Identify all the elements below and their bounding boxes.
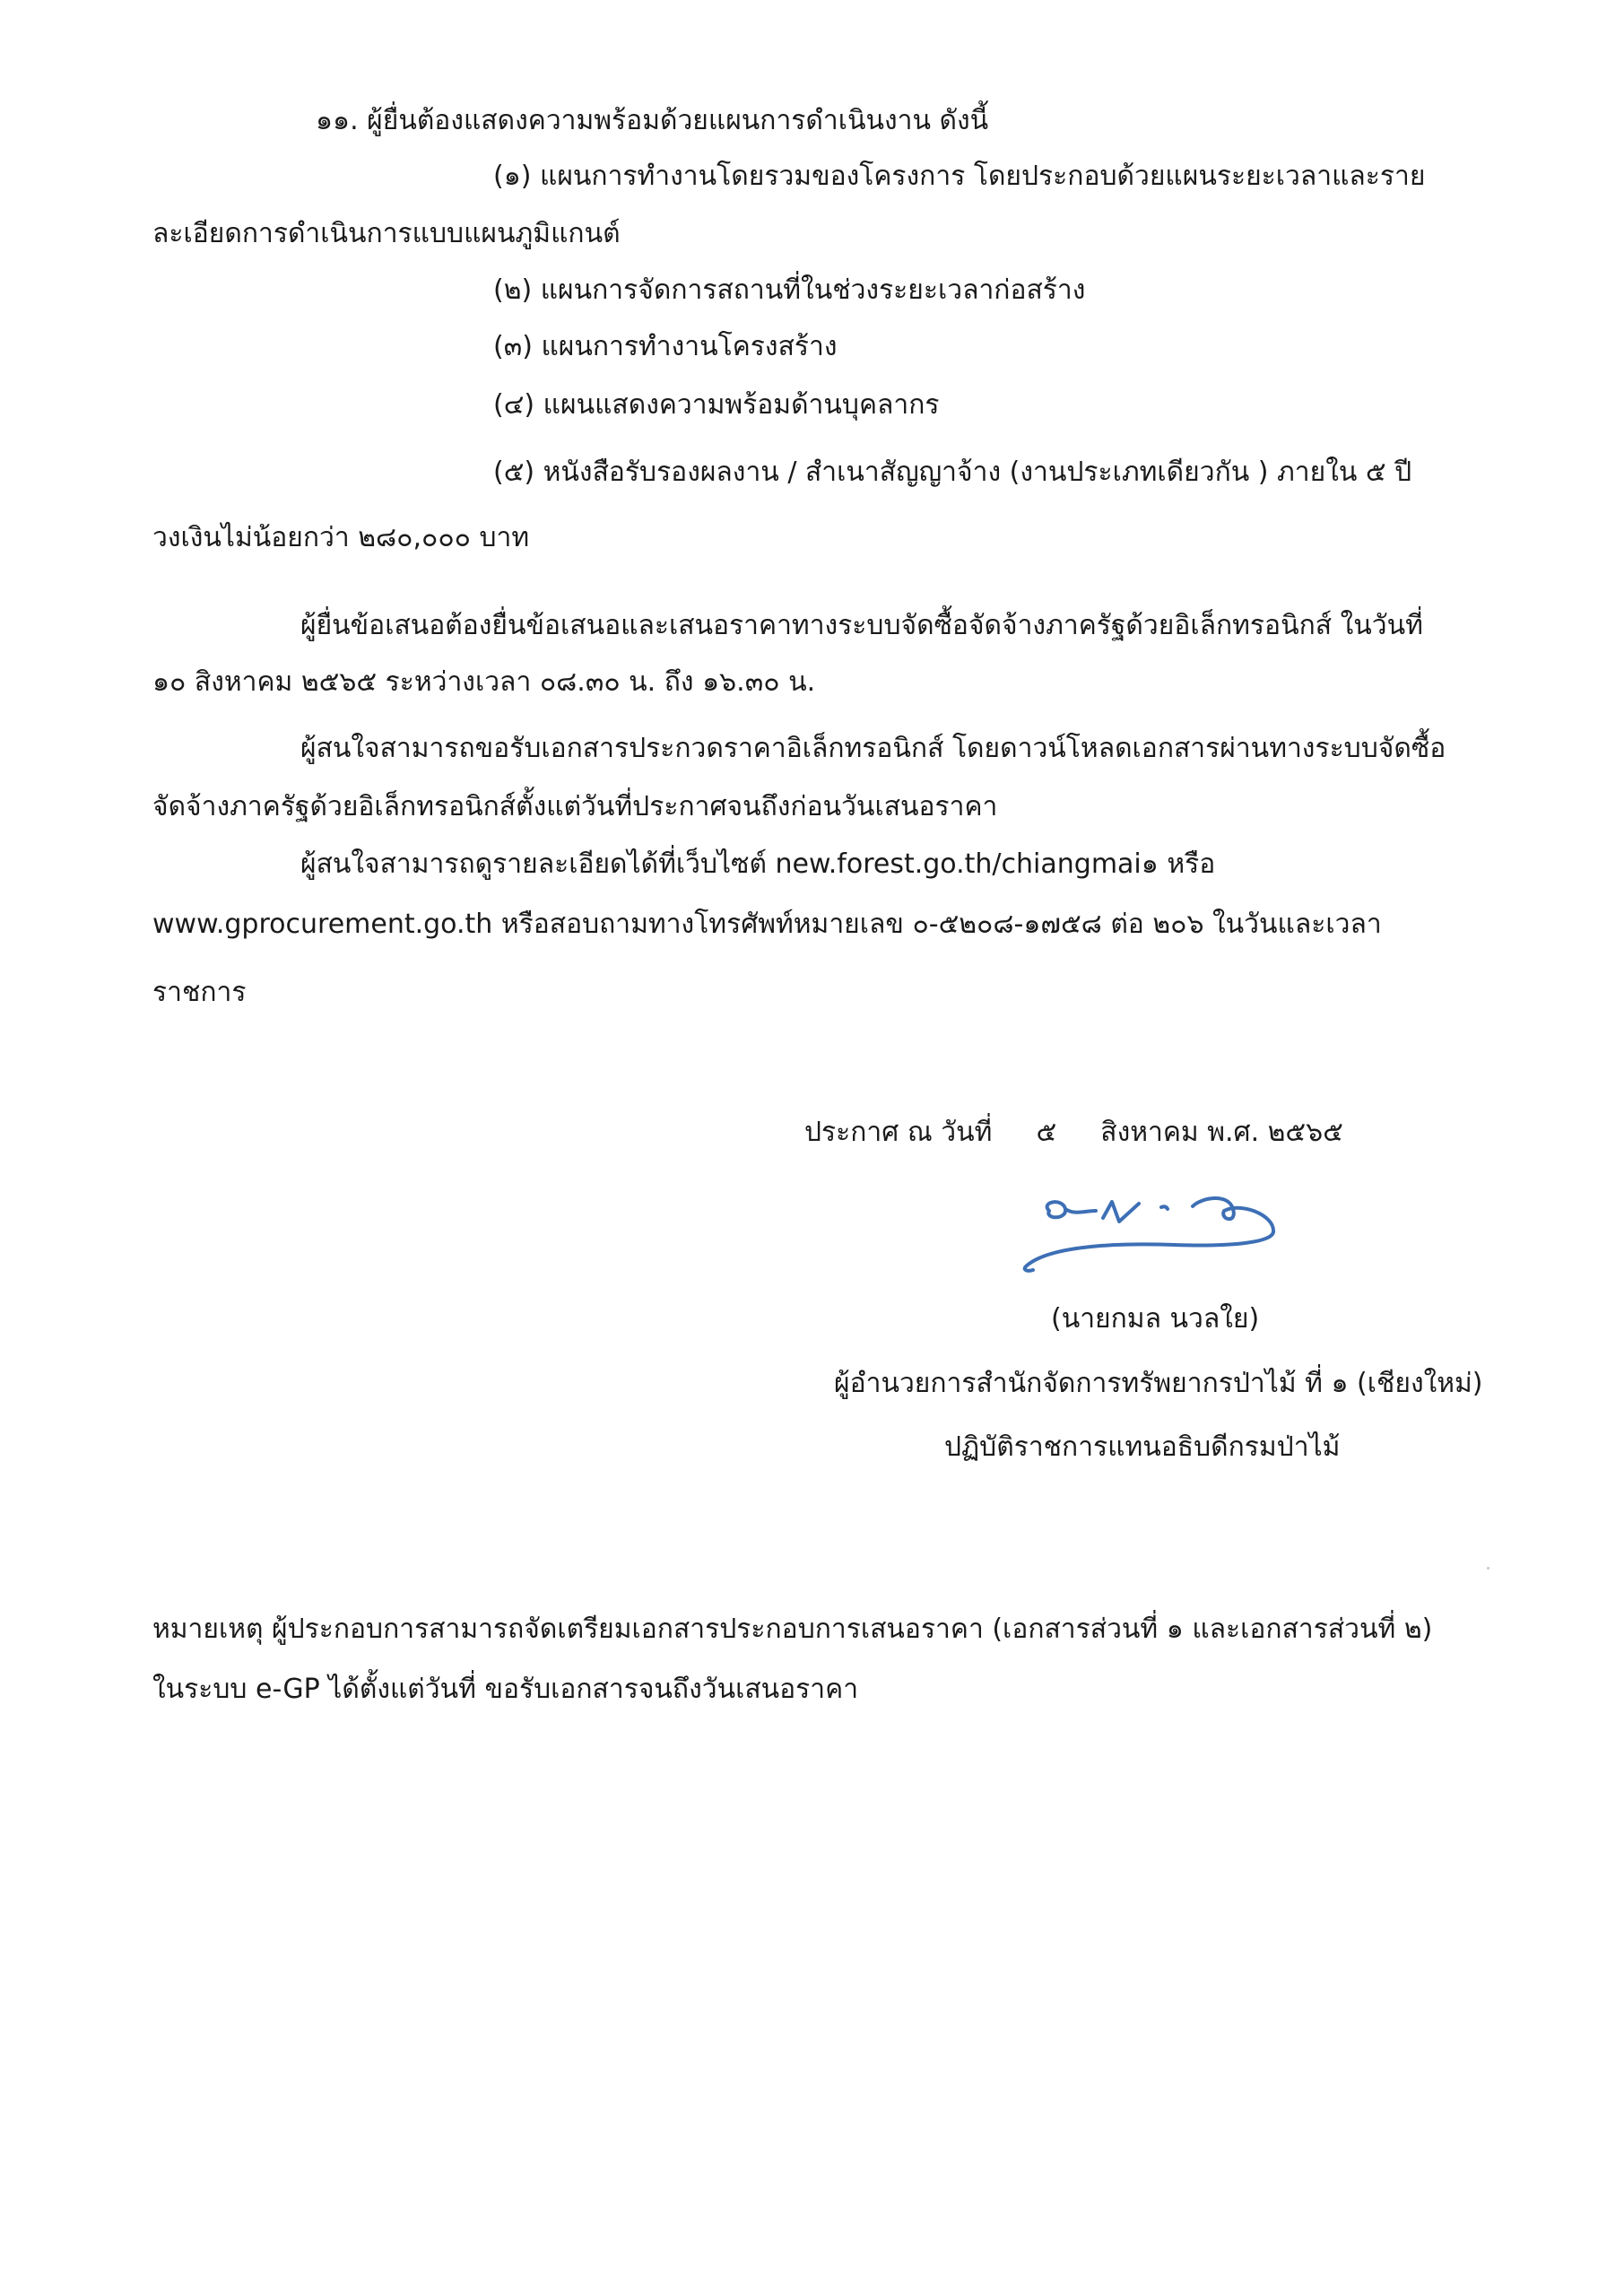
signature-image (1013, 1184, 1300, 1283)
scan-speck (1487, 1567, 1489, 1570)
item11-sub5-line1: (๕) หนังสือรับรองผลงาน / สำเนาสัญญาจ้าง (งานประเภทเดียวกัน ) ภายใน ๕ ปี (493, 457, 1412, 488)
item11-sub4: (๔) แผนแสดงความพร้อมด้านบุคลากร (493, 389, 940, 421)
submission-line2: ๑๐ สิงหาคม ๒๕๖๕ ระหว่างเวลา ๐๘.๓๐ น. ถึง ๑๖.๓๐ น. (152, 666, 816, 698)
item11-sub3: (๓) แผนการทำงานโครงสร้าง (493, 331, 838, 362)
item11-heading: ๑๑. ผู้ยื่นต้องแสดงความพร้อมด้วยแผนการดำเนินงาน ดังนี้ (316, 105, 989, 136)
announcement-label: ประกาศ ณ วันที่ (804, 1117, 993, 1148)
item11-sub2: (๒) แผนการจัดการสถานที่ในช่วงระยะเวลาก่อสร้าง (493, 274, 1086, 306)
announcement-month-year: สิงหาคม พ.ศ. ๒๕๖๕ (1100, 1117, 1343, 1148)
item11-sub1-line1: (๑) แผนการทำงานโดยรวมของโครงการ โดยประกอบด้วยแผนระยะเวลาและราย (493, 161, 1426, 192)
submission-line1: ผู้ยื่นข้อเสนอต้องยื่นข้อเสนอและเสนอราคาทางระบบจัดซื้อจัดจ้างภาครัฐด้วยอิเล็กทรอนิกส์ ในวันที่ (300, 610, 1423, 641)
contact-line1: ผู้สนใจสามารถดูรายละเอียดได้ที่เว็บไซต์ new.forest.go.th/chiangmai๑ หรือ (300, 848, 1216, 880)
remark-line1: หมายเหตุ ผู้ประกอบการสามารถจัดเตรียมเอกสารประกอบการเสนอราคา (เอกสารส่วนที่ ๑ และเอกสารส่วนที่ ๒) (152, 1613, 1433, 1645)
download-line1: ผู้สนใจสามารถขอรับเอกสารประกวดราคาอิเล็กทรอนิกส์ โดยดาวน์โหลดเอกสารผ่านทางระบบจัดซื้อ (300, 733, 1446, 764)
remark-line2: ในระบบ e-GP ได้ตั้งแต่วันที่ ขอรับเอกสารจนถึงวันเสนอราคา (152, 1674, 859, 1705)
item11-sub5-line2: วงเงินไม่น้อยกว่า ๒๘๐,๐๐๐ บาท (152, 522, 530, 553)
signatory-position: ผู้อำนวยการสำนักจัดการทรัพยากรป่าไม้ ที่ ๑ (เชียงใหม่) (834, 1368, 1483, 1399)
contact-line3: ราชการ (152, 977, 247, 1008)
signatory-acting: ปฏิบัติราชการแทนอธิบดีกรมป่าไม้ (944, 1431, 1341, 1463)
download-line2: จัดจ้างภาครัฐด้วยอิเล็กทรอนิกส์ตั้งแต่วันที่ประกาศจนถึงก่อนวันเสนอราคา (152, 791, 998, 822)
item11-sub1-line2: ละเอียดการดำเนินการแบบแผนภูมิแกนต์ (152, 218, 621, 249)
contact-line2: www.gprocurement.go.th หรือสอบถามทางโทรศัพท์หมายเลข ๐-๕๒๐๘-๑๗๕๘ ต่อ ๒๐๖ ในวันและเวลา (152, 909, 1382, 940)
announcement-day: ๕ (1036, 1117, 1057, 1148)
signatory-name: (นายกมล นวลใย) (1051, 1303, 1260, 1335)
announcement-date (804, 1115, 1343, 1151)
